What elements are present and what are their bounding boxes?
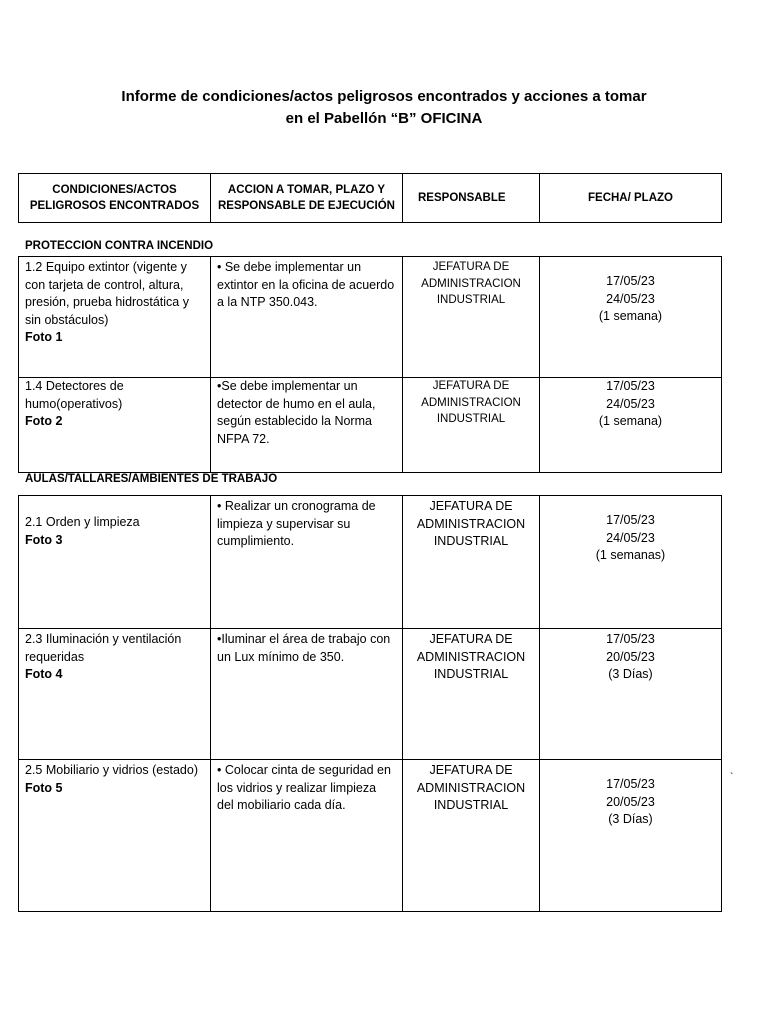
responsible-line: ADMINISTRACION bbox=[416, 649, 526, 664]
date-line: 24/05/23 bbox=[606, 530, 655, 545]
action-cell: • Realizar un cronograma de limpieza y supervisar su cumplimiento. bbox=[211, 496, 403, 628]
condition-text: 2.1 Orden y limpieza bbox=[25, 515, 140, 529]
action-cell: • Colocar cinta de seguridad en los vidrios y realizar limpieza del mobiliario cada día. bbox=[211, 760, 403, 911]
action-cell: • Se debe implementar un extintor en la oficina de acuerdo a la NTP 350.043. bbox=[211, 257, 403, 377]
date-cell bbox=[540, 378, 721, 472]
header-conditions-line-2: PELIGROSOS ENCONTRADOS bbox=[29, 200, 200, 212]
responsible-line: INDUSTRIAL bbox=[433, 534, 509, 548]
foto-label: Foto 4 bbox=[25, 667, 63, 681]
responsible-cell bbox=[403, 496, 540, 628]
table-row bbox=[19, 759, 721, 911]
table-row bbox=[19, 628, 721, 759]
date-line: 17/05/23 bbox=[606, 632, 655, 646]
section-title: PROTECCION CONTRA INCENDIO bbox=[25, 240, 214, 252]
report-title-line-1: Informe de condiciones/actos peligrosos encontrados y acciones a tomar bbox=[121, 88, 647, 105]
header-conditions bbox=[19, 174, 211, 222]
table-row bbox=[19, 257, 721, 377]
responsible-line: ADMINISTRACION bbox=[416, 516, 526, 531]
responsible-cell bbox=[403, 257, 540, 377]
report-title bbox=[0, 86, 768, 130]
responsible-line: INDUSTRIAL bbox=[433, 667, 509, 681]
foto-label: Foto 5 bbox=[25, 780, 63, 795]
date-line: (1 semana) bbox=[598, 309, 663, 323]
date-line: (1 semana) bbox=[598, 414, 663, 428]
section-title: AULAS/TALLARES/AMBIENTES DE TRABAJO bbox=[25, 473, 278, 485]
date-line: 17/05/23 bbox=[606, 513, 655, 527]
stray-mark: ` bbox=[730, 772, 734, 783]
action-cell: •Se debe implementar un detector de humo en el aula, según establecido la Norma NFPA 72. bbox=[211, 378, 403, 472]
condition-cell bbox=[19, 378, 211, 472]
header-action-line-1: ACCION A TOMAR, PLAZO Y bbox=[227, 184, 386, 196]
condition-text: 1.2 Equipo extintor (vigente y con tarjeta de control, altura, presión, prueba hidrostática y sin obstáculos) bbox=[25, 260, 189, 327]
date-line: (3 Días) bbox=[608, 812, 653, 826]
responsible-line: ADMINISTRACION bbox=[421, 396, 521, 409]
date-cell bbox=[540, 496, 721, 628]
condition-cell bbox=[19, 496, 211, 628]
responsible-line: JEFATURA DE bbox=[429, 763, 513, 777]
header-responsible: RESPONSABLE bbox=[403, 174, 540, 222]
responsible-cell bbox=[403, 760, 540, 911]
date-line: 17/05/23 bbox=[606, 274, 655, 288]
condition-text: 2.5 Mobiliario y vidrios (estado) bbox=[25, 763, 198, 777]
date-line: 24/05/23 bbox=[606, 396, 655, 411]
responsible-line: INDUSTRIAL bbox=[436, 294, 506, 306]
foto-label: Foto 1 bbox=[25, 330, 63, 344]
date-line: 20/05/23 bbox=[606, 649, 655, 664]
date-cell bbox=[540, 760, 721, 911]
foto-label: Foto 3 bbox=[25, 532, 63, 547]
date-line: (1 semanas) bbox=[595, 548, 666, 562]
responsible-line: JEFATURA DE bbox=[432, 261, 510, 273]
condition-cell bbox=[19, 760, 211, 911]
responsible-line: JEFATURA DE bbox=[429, 499, 513, 513]
responsible-cell bbox=[403, 378, 540, 472]
responsible-line: JEFATURA DE bbox=[429, 632, 513, 646]
table-header bbox=[18, 173, 722, 223]
responsible-line: ADMINISTRACION bbox=[416, 780, 526, 795]
responsible-line: JEFATURA DE bbox=[432, 380, 510, 392]
date-line: 17/05/23 bbox=[606, 777, 655, 791]
date-line: (3 Días) bbox=[608, 667, 653, 681]
section-table-fire-protection bbox=[18, 256, 722, 473]
header-action-line-2: RESPONSABLE DE EJECUCIÓN bbox=[217, 200, 395, 212]
table-row bbox=[19, 496, 721, 628]
responsible-line: INDUSTRIAL bbox=[433, 798, 509, 812]
date-line: 17/05/23 bbox=[606, 379, 655, 393]
responsible-cell bbox=[403, 629, 540, 759]
table-row bbox=[19, 377, 721, 472]
date-line: 20/05/23 bbox=[606, 794, 655, 809]
condition-text: 1.4 Detectores de humo(operativos) bbox=[25, 379, 124, 411]
header-date: FECHA/ PLAZO bbox=[588, 192, 673, 204]
foto-label: Foto 2 bbox=[25, 414, 63, 428]
condition-cell bbox=[19, 257, 211, 377]
condition-text: 2.3 Iluminación y ventilación requeridas bbox=[25, 632, 182, 664]
date-line: 24/05/23 bbox=[606, 291, 655, 306]
condition-cell bbox=[19, 629, 211, 759]
date-cell bbox=[540, 257, 721, 377]
responsible-line: ADMINISTRACION bbox=[421, 277, 521, 290]
section-table-work-areas bbox=[18, 495, 722, 912]
responsible-line: INDUSTRIAL bbox=[436, 413, 506, 425]
date-cell bbox=[540, 629, 721, 759]
action-cell: •Iluminar el área de trabajo con un Lux mínimo de 350. bbox=[211, 629, 403, 759]
report-title-line-2: en el Pabellón “B” OFICINA bbox=[285, 110, 483, 127]
header-action bbox=[211, 174, 403, 222]
header-conditions-line-1: CONDICIONES/ACTOS bbox=[52, 184, 177, 196]
